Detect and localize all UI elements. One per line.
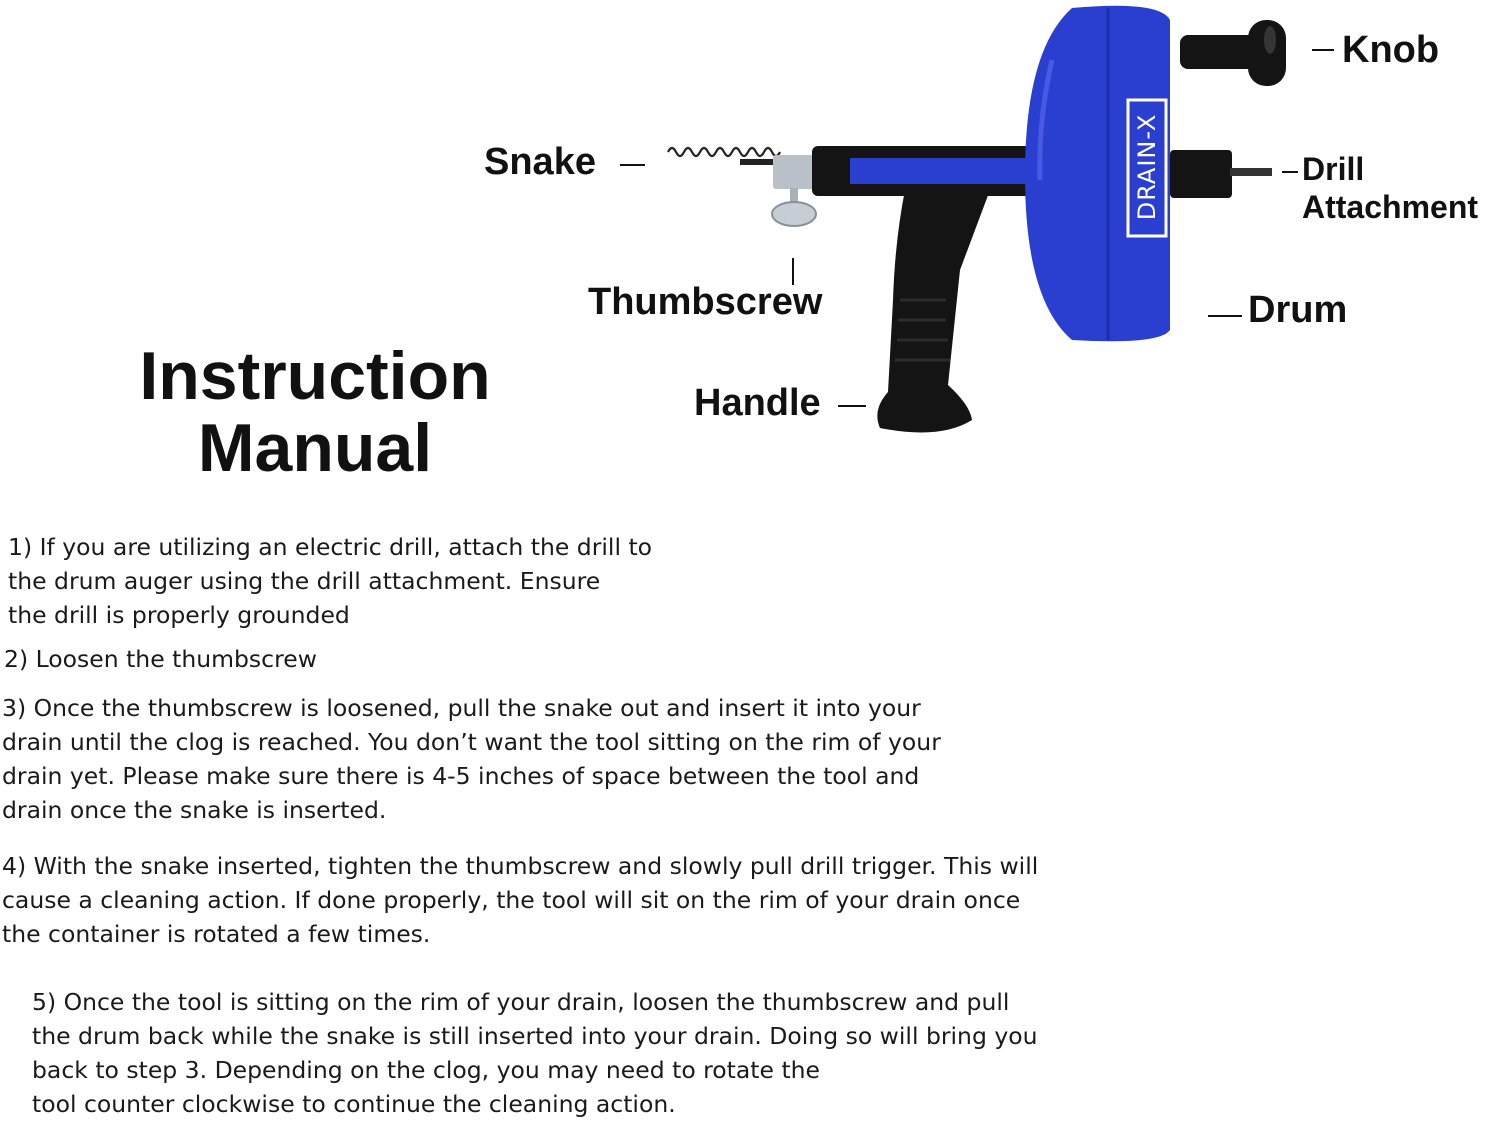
callout-drill-attachment (1302, 150, 1478, 226)
brand-logo: DRAIN-X (1133, 113, 1161, 221)
step-3: 3) Once the thumbscrew is loosened, pull the snake out and insert it into your drain until the clog is reached. You don’t want the tool sitting on the rim of your drain yet. Please make sure there is 4-5 inches of space between the tool and drain once the snake is inserted. (2, 694, 941, 824)
manual-title-line2: Manual (197, 410, 433, 486)
step-4: 4) With the snake inserted, tighten the thumbscrew and slowly pull drill trigger. This will cause a cleaning action. If done properly, the tool will sit on the rim of your drain once the container is rotated a few times. (2, 852, 1039, 948)
callout-drum: Drum (1248, 289, 1348, 331)
knob-illustration (1180, 20, 1286, 86)
step-5: 5) Once the tool is sitting on the rim of your drain, loosen the thumbscrew and pull the drum back while the snake is still inserted into your drain. Doing so will bring you back to step 3. Depending on the clog, you may need to rotate the tool counter clockwise to continue the cleaning action. (32, 988, 1038, 1118)
manual-title-line1: Instruction (139, 338, 491, 414)
callout-snake: Snake (484, 141, 596, 183)
drill-attachment-illustration (1170, 150, 1272, 198)
callout-handle: Handle (694, 382, 821, 424)
callout-knob: Knob (1342, 29, 1440, 71)
snake-illustration (668, 148, 780, 162)
step-1: 1) If you are utilizing an electric drill, attach the drill to the drum auger using the drill attachment. Ensure the drill is properly grounded (8, 533, 653, 629)
thumbscrew-illustration (772, 155, 816, 226)
handle-illustration (877, 190, 990, 433)
step-2: 2) Loosen the thumbscrew (4, 645, 317, 673)
leader-lines (620, 50, 1334, 406)
callout-drill-attachment-line2: Attachment (1302, 189, 1479, 225)
manual-title (110, 340, 520, 484)
callout-thumbscrew: Thumbscrew (588, 281, 823, 323)
barrel-illustration (812, 146, 1036, 196)
callout-drill-attachment-line1: Drill (1302, 151, 1365, 187)
